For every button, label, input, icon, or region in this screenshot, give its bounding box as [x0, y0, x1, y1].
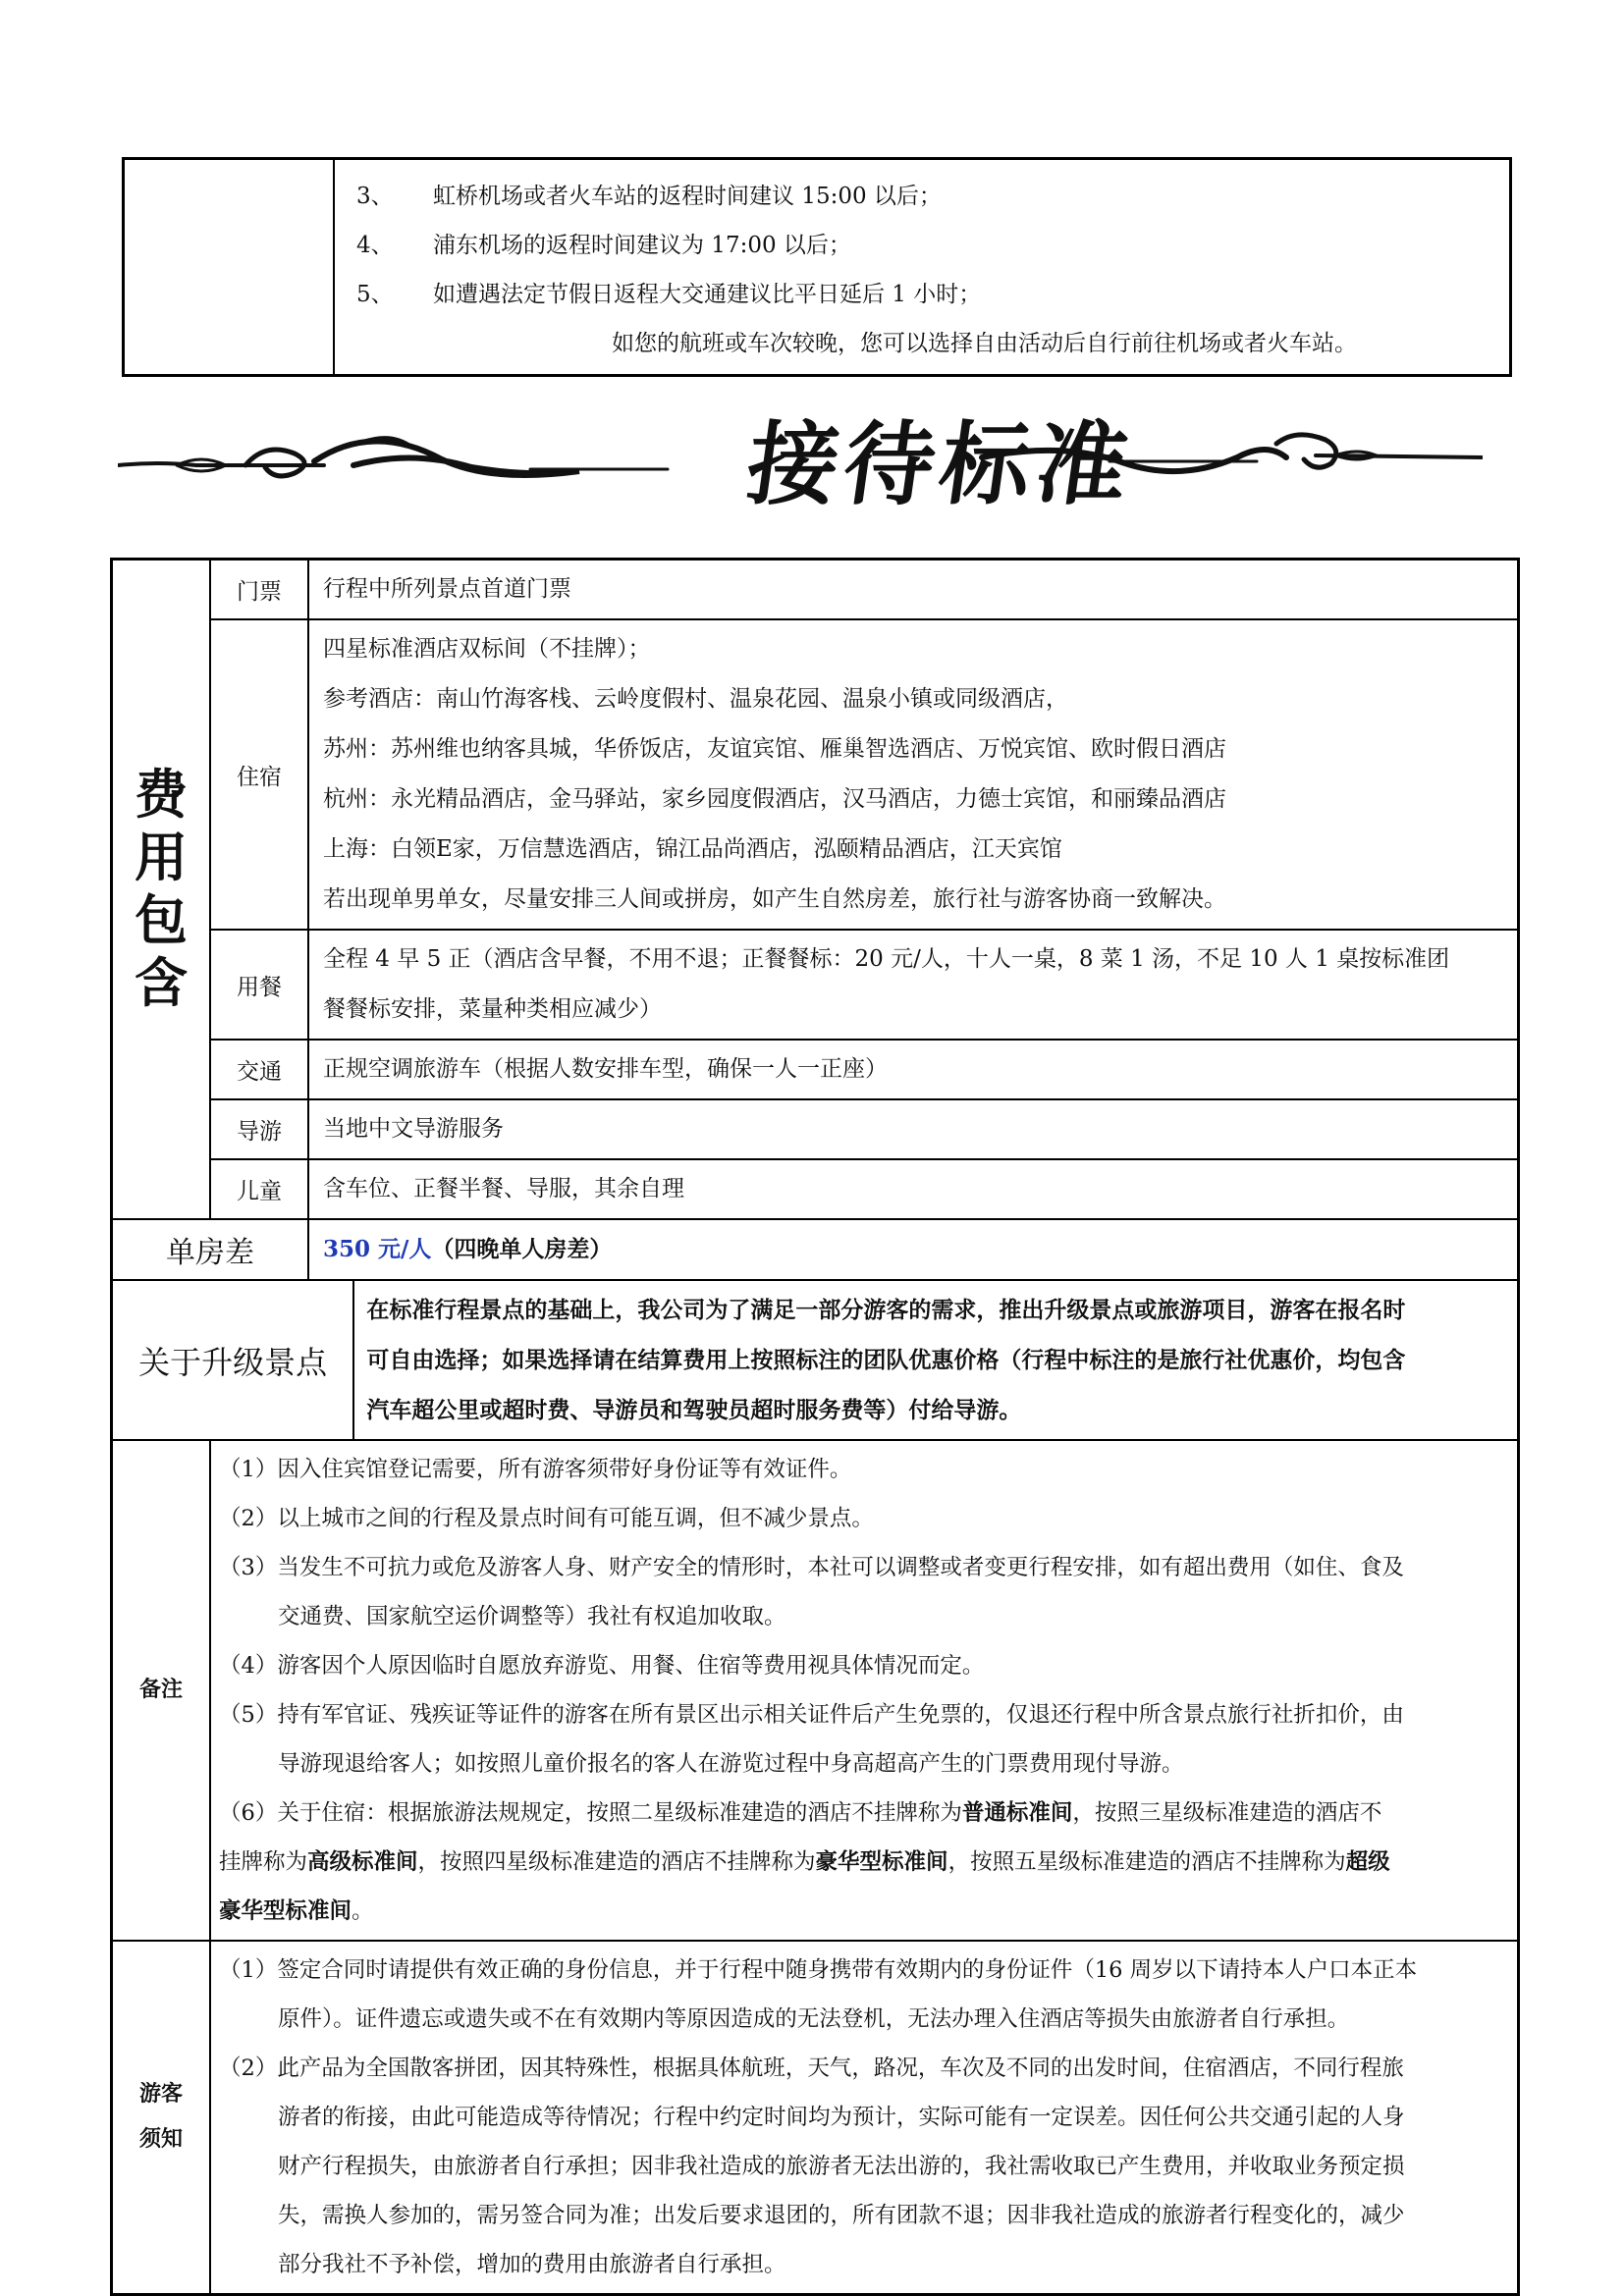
single-room-label: 单房差: [112, 1219, 309, 1280]
guide-text: 当地中文导游服务: [308, 1099, 1519, 1159]
single-room-text: [308, 1219, 1519, 1280]
notice-item: 原件）。证件遗忘或遗失或不在有效期内等原因造成的无法登机，无法办理入住酒店等损失由旅游者自行承担。: [278, 2006, 1350, 2032]
upgrade-line: 可自由选择；如果选择请在结算费用上按照标注的团队优惠价格（行程中标注的是旅行社优惠价，均包含: [366, 1347, 1406, 1373]
transport-text: 正规空调旅游车（根据人数安排车型，确保一人一正座）: [308, 1040, 1519, 1099]
return-trip-empty-cell: [124, 159, 335, 376]
remark-item: 豪华型标准间。: [219, 1898, 374, 1924]
meal-text: [308, 930, 1519, 1040]
upgrade-text: [353, 1280, 1518, 1440]
upgrade-line: 在标准行程景点的基础上，我公司为了满足一部分游客的需求，推出升级景点或旅游项目，游客在报名时: [366, 1297, 1406, 1323]
meal-label: 用餐: [210, 930, 308, 1040]
table-row: [112, 930, 1519, 1040]
remark-item: （5）持有军官证、残疾证等证件的游客在所有景区出示相关证件后产生免票的，仅退还行程中所含景点旅行社折扣价，由: [219, 1702, 1404, 1728]
child-label: 儿童: [210, 1159, 308, 1219]
hotel-label: 住宿: [210, 619, 308, 930]
upgrade-label: 关于升级景点: [112, 1280, 354, 1440]
remark-item: 挂牌称为高级标准间，按照四星级标准建造的酒店不挂牌称为豪华型标准间，按照五星级标准建造的酒店不挂牌称为超级: [219, 1849, 1390, 1875]
table-row: [112, 1219, 1519, 1280]
notice-item: （2）此产品为全国散客拼团，因其特殊性，根据具体航班，天气，路况，车次及不同的出发时间，住宿酒店，不同行程旅: [219, 2056, 1404, 2081]
notice-item: 失，需换人参加的，需另签合同为准；出发后要求退团的，所有团款不退；因非我社造成的旅游者行程变化的，减少: [278, 2203, 1405, 2228]
remark-item: 交通费、国家航空运价调整等）我社有权追加收取。: [278, 1604, 786, 1629]
hotel-line: 若出现单男单女，尽量安排三人间或拼房，如产生自然房差，旅行社与游客协商一致解决。: [323, 886, 1226, 912]
notice-text: [210, 1941, 1519, 2295]
table-row: [112, 560, 1519, 620]
section-heading: [118, 402, 1483, 520]
hotel-line: 上海：白领E家，万信慧选酒店，锦江品尚酒店，泓颐精品酒店，江天宾馆: [323, 836, 1062, 862]
remark-item: 导游现退给客人；如按照儿童价报名的客人在游览过程中身高超高产生的门票费用现付导游。: [278, 1751, 1184, 1777]
table-row: [112, 1941, 1519, 2295]
table-row: [112, 1280, 1519, 1440]
remark-item: （1）因入住宾馆登记需要，所有游客须带好身份证等有效证件。: [219, 1457, 852, 1482]
remark-item: （6）关于住宿：根据旅游法规规定，按照二星级标准建造的酒店不挂牌称为普通标准间，按照三星级标准建造的酒店不: [219, 1800, 1382, 1826]
guide-label: 导游: [210, 1099, 308, 1159]
return-trip-notes: [334, 159, 1511, 376]
notice-item: 财产行程损失，由旅游者自行承担；因非我社造成的旅游者无法出游的，我社需收取已产生费用，并收取业务预定损: [278, 2154, 1405, 2179]
hotel-line: 四星标准酒店双标间（不挂牌）；: [323, 636, 651, 662]
reception-standard-table: [110, 558, 1520, 2296]
single-room-note: （四晚单人房差）: [431, 1236, 613, 1262]
table-row: [112, 1159, 1519, 1219]
ticket-text: 行程中所列景点首道门票: [308, 560, 1519, 620]
remark-item: （2）以上城市之间的行程及景点时间有可能互调，但不减少景点。: [219, 1506, 874, 1531]
meal-line: 全程 4 早 5 正（酒店含早餐，不用不退；正餐餐标：20 元/人，十人一桌，8 菜 1 汤，不足 10 人 1 桌按标准团: [323, 946, 1450, 972]
remark-item: （3）当发生不可抗力或危及游客人身、财产安全的情形时，本社可以调整或者变更行程安排，如有超出费用（如住、食及: [219, 1555, 1404, 1580]
notice-item: （1）签定合同时请提供有效正确的身份信息，并于行程中随身携带有效期内的身份证件（16 周岁以下请持本人户口本正本: [219, 1957, 1418, 1983]
hotel-text: [308, 619, 1519, 930]
single-room-price: 350 元/人: [323, 1236, 432, 1262]
remark-item: （4）游客因个人原因临时自愿放弃游览、用餐、住宿等费用视具体情况而定。: [219, 1653, 985, 1679]
ticket-label: 门票: [210, 560, 308, 620]
return-trip-table: [122, 157, 1512, 377]
table-row: [112, 619, 1519, 930]
return-note-item: 3、 虹桥机场或者火车站的返程时间建议 15:00 以后；: [356, 184, 942, 209]
notice-label: 游客 须知: [112, 1941, 211, 2295]
table-row: [112, 1099, 1519, 1159]
notice-item: 部分我社不予补偿，增加的费用由旅游者自行承担。: [278, 2252, 786, 2277]
hotel-line: 参考酒店：南山竹海客栈、云岭度假村、温泉花园、温泉小镇或同级酒店，: [323, 686, 1068, 712]
return-note-item: 5、 如遭遇法定节假日返程大交通建议比平日延后 1 小时；: [356, 282, 982, 307]
table-row: [112, 1040, 1519, 1099]
table-row: [112, 1440, 1519, 1941]
hotel-line: 苏州：苏州维也纳客具城，华侨饭店，友谊宾馆、雁巢智选酒店、万悦宾馆、欧时假日酒店: [323, 736, 1226, 762]
fee-included-label: 费用包含: [112, 560, 211, 1220]
child-text: 含车位、正餐半餐、导服，其余自理: [308, 1159, 1519, 1219]
upgrade-line: 汽车超公里或超时费、导游员和驾驶员超时服务费等）付给导游。: [366, 1397, 1022, 1423]
return-note-item: 4、 浦东机场的返程时间建议为 17:00 以后；: [356, 233, 851, 258]
heading-title: 接待标准: [740, 411, 1141, 517]
meal-line: 餐餐标安排，菜量种类相应减少）: [323, 996, 662, 1022]
hotel-line: 杭州：永光精品酒店，金马驿站，家乡园度假酒店，汉马酒店，力德士宾馆，和丽臻品酒店: [323, 786, 1226, 812]
remarks-text: [210, 1440, 1519, 1941]
return-note-tail: 如您的航班或车次较晚，您可以选择自由活动后自行前往机场或者火车站。: [612, 331, 1357, 356]
remarks-label: 备注: [112, 1440, 211, 1941]
notice-item: 游者的衔接，由此可能造成等待情况；行程中约定时间均为预计，实际可能有一定误差。因任何公共交通引起的人身: [278, 2105, 1405, 2130]
transport-label: 交通: [210, 1040, 308, 1099]
